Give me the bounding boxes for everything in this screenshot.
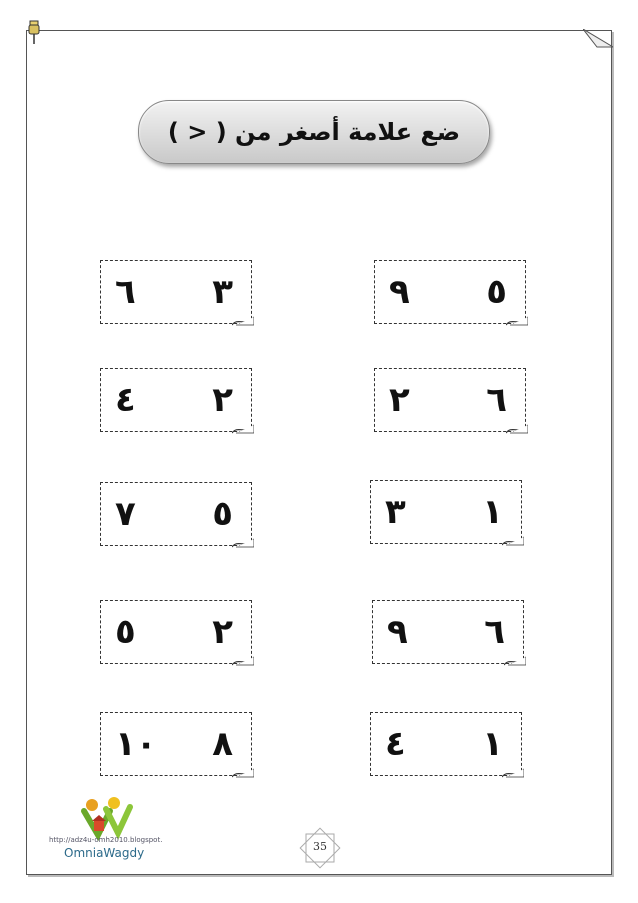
right-number: ٥	[212, 494, 233, 534]
comparison-box	[100, 482, 252, 546]
comparison-box	[374, 368, 526, 432]
comparison-box	[100, 712, 252, 776]
right-number: ١	[482, 492, 503, 532]
instruction-banner	[138, 100, 490, 164]
left-number: ٤	[115, 380, 136, 420]
instruction-title: ضع علامة أصغر من ( < )	[167, 118, 461, 146]
pushpin-icon	[24, 20, 44, 46]
comparison-box	[372, 600, 524, 664]
page-curl-icon	[232, 767, 254, 779]
left-number: ٢	[389, 380, 410, 420]
comparison-box	[100, 600, 252, 664]
right-number: ٢	[212, 380, 233, 420]
page-curl-icon	[502, 535, 524, 547]
page-curl-icon	[232, 315, 254, 327]
page-curl-icon	[504, 655, 526, 667]
page-number: 35	[313, 840, 327, 853]
right-number: ٢	[212, 612, 233, 652]
right-number: ٦	[484, 612, 505, 652]
page-curl-icon	[502, 767, 524, 779]
right-number: ٦	[486, 380, 507, 420]
left-number: ٦	[115, 272, 136, 312]
page-curl-icon	[232, 537, 254, 549]
comparison-box	[370, 480, 522, 544]
left-number: ٤	[385, 724, 406, 764]
page-curl-icon	[506, 315, 528, 327]
page-fold-corner	[583, 29, 613, 49]
blog-url: http://adz4u-omh2010.blogspot.	[49, 836, 163, 844]
left-number: ٩	[389, 272, 410, 312]
left-number: ٩	[387, 612, 408, 652]
left-number: ٣	[385, 492, 406, 532]
right-number: ٨	[212, 724, 233, 764]
brand-name: OmniaWagdy	[64, 846, 145, 860]
left-number: ١٠	[115, 724, 157, 764]
right-number: ٣	[212, 272, 233, 312]
left-number: ٥	[115, 612, 136, 652]
comparison-box	[100, 260, 252, 324]
comparison-box	[370, 712, 522, 776]
left-number: ٧	[115, 494, 136, 534]
right-number: ٥	[486, 272, 507, 312]
page-curl-icon	[232, 423, 254, 435]
page-curl-icon	[232, 655, 254, 667]
right-number: ١	[482, 724, 503, 764]
comparison-box	[374, 260, 526, 324]
comparison-box	[100, 368, 252, 432]
page-curl-icon	[506, 423, 528, 435]
